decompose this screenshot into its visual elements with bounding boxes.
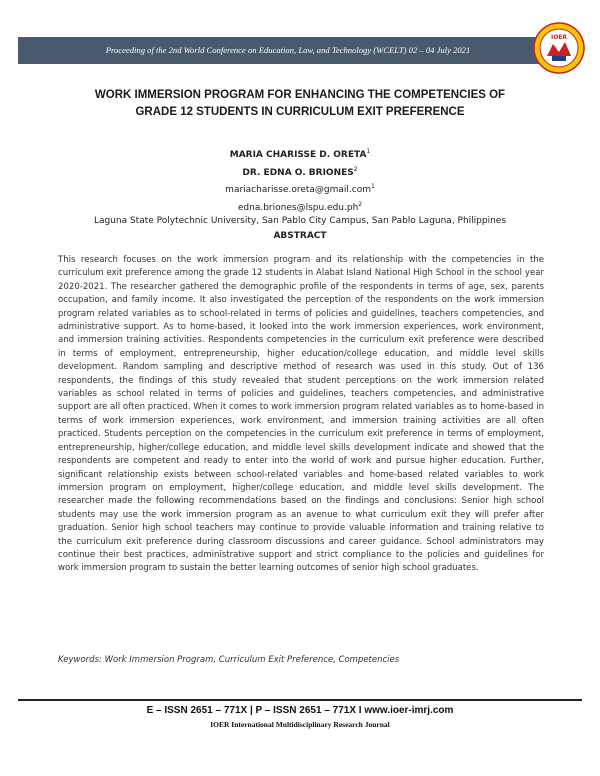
keywords: Keywords: Work Immersion Program, Curriculum Exit Preference, Competencies	[58, 655, 400, 665]
header-text: Proceeding of the 2nd World Conference on Education, Law, and Technology (WCELT) 02 – 04 July 2021	[105, 45, 471, 55]
title-line-2: GRADE 12 STUDENTS IN CURRICULUM EXIT PREFERENCE	[135, 106, 465, 118]
footer-divider	[18, 699, 582, 701]
email-1: mariacharisse.oreta@gmail.com$^1$	[225, 183, 375, 195]
footer-journal: IOER International Multidisciplinary Research Journal	[210, 720, 390, 729]
paper-title	[40, 87, 560, 121]
abstract-heading: ABSTRACT	[273, 231, 327, 241]
author-1: MARIA CHARISSE D. ORETA$^1$	[229, 148, 371, 160]
logo-text: IOER	[550, 34, 568, 41]
author-2: DR. EDNA O. BRIONES$^2$	[242, 165, 358, 178]
author-block	[0, 145, 600, 229]
footer-issn: E – ISSN 2651 – 771X | P – ISSN 2651 – 771X I www.ioer-imrj.com	[146, 705, 454, 716]
email-2: $edna.briones@lspu.edu.ph^2$	[237, 200, 363, 213]
ioer-logo	[533, 22, 585, 74]
running-header	[18, 45, 558, 55]
abstract-body: This research focuses on the work immersion program and its relationship with the competencies in the curriculum exit preference among the grade 12 students in Alabat Island National High School in the school year 2020-2021. The researcher gathered the demographic profile of the respondents in terms of age, sex, parents occupation, and family income. It also investigated the perception of the respondents on the work immersion program related variables as to school-related in terms of policies and guidelines, teachers competencies, and administrative support. As to home-based, it looked into the work immersion experiences, work environment, and immersion training activities. Respondents competencies in the curriculum exit preference were described in terms of employment, entrepreneurship, higher education/college education, and middle level skills development. Random sampling and descriptive method of research was used in this study. Out of 136 respondents, the findings of this study revealed that student perceptions on the work immersion related variables as school related in terms of policies and guidelines, teachers competencies, and administrative support are all often practiced. When it comes to work immersion program related variables as to home-based in terms of work immersion experiences, work environment, and immersion training activities are all often practiced. Students perception on the competencies in the curriculum exit preference in terms of employment, entrepreneurship, higher/college education, and middle level skills development indicate and showed that the respondents are competent and ready to enter into the world of work and pursue higher education. Further, significant relationship exists between school-related variables and home-based related variables to work immersion program on employment, higher/college education, and middle level skills development. The researcher made the following recommendations based on the findings and conclusions: Senior high school students may use the work immersion program as an avenue to what curriculum exit they will prefer after graduation. Senior high school teachers may continue to provide valuable information and training relative to the curriculum exit preference during classroom discussions and career guidance. School administrators may continue their best practices, administrative support and strict compliance to the policies and guidelines for work immersion program to sustain the better learning outcomes of senior high school graduates.	[58, 255, 544, 574]
affiliation: Laguna State Polytechnic University, San Pablo City Campus, San Pablo Laguna, Philippines	[93, 216, 507, 226]
title-line-1: WORK IMMERSION PROGRAM FOR ENHANCING THE COMPETENCIES OF	[94, 89, 506, 101]
